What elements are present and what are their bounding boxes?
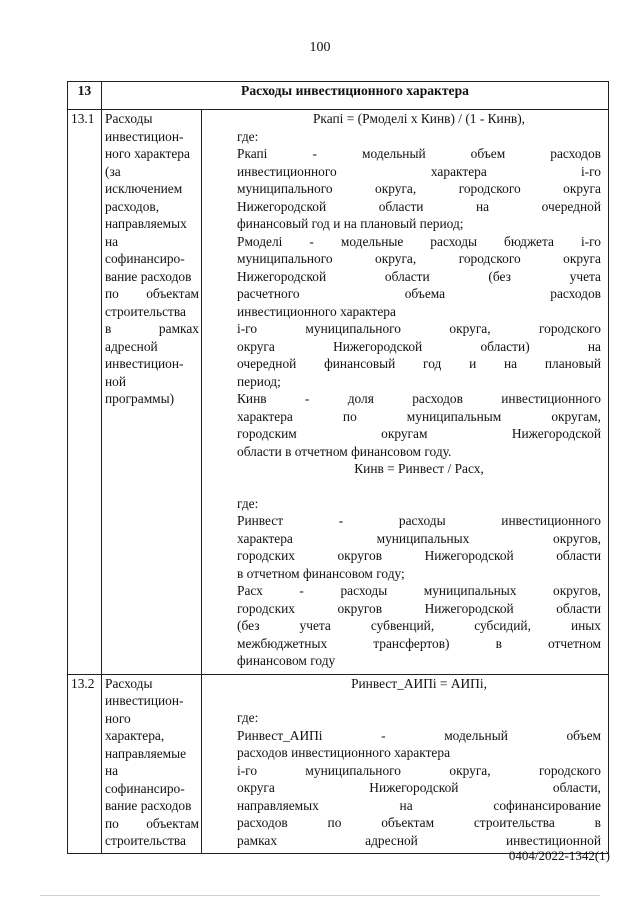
name-line: расходов,: [105, 198, 160, 214]
body-line: инвестиционного характера i-го: [237, 163, 601, 179]
body-line: где:: [237, 128, 259, 144]
body-line: расходов инвестиционного характера: [237, 745, 451, 760]
page-number: 100: [309, 40, 331, 55]
body-line: межбюджетных трансфертов) в отчетном: [237, 635, 601, 651]
name-line: ной: [105, 373, 127, 389]
body-line: период;: [237, 373, 281, 389]
name-line: адресной: [105, 338, 158, 354]
section-title: Расходы инвестиционного характера: [102, 82, 609, 110]
body-line: расходов по объектам строительства в: [237, 815, 601, 830]
body-line: направляемых на софинансирование: [237, 797, 601, 813]
name-line: Расходы: [105, 111, 153, 126]
body-line: где:: [237, 710, 259, 725]
name-line: ного: [105, 710, 131, 726]
body-line: Расх - расходы муниципальных округов,: [237, 583, 601, 598]
body-line: Рмоделi - модельные расходы бюджета i-го: [237, 233, 601, 249]
expense-name-cell: [102, 674, 202, 854]
body-line: Кинв - доля расходов инвестиционного: [237, 391, 601, 406]
formula-description-cell: [202, 674, 609, 854]
name-line: в рамках: [105, 321, 199, 336]
name-line: софинансиро-: [105, 780, 185, 796]
body-line: характера муниципальных округов,: [237, 530, 601, 546]
table-row: [68, 110, 609, 675]
table-row: [68, 674, 609, 854]
formula-line: Ркапi = (Рмоделi x Кинв) / (1 - Кинв),: [312, 111, 526, 126]
body-line: финансовом году: [237, 653, 336, 668]
body-line: Ркапi - модельный объем расходов: [237, 146, 601, 161]
body-line: муниципального округа, городского округа: [237, 251, 601, 266]
row-number: 13.1: [68, 110, 102, 675]
body-line: i-го муниципального округа, городского: [237, 321, 601, 336]
body-line: Ринвест_АИПi - модельный объем: [237, 727, 601, 743]
body-line: Ринвест - расходы инвестиционного: [237, 513, 601, 528]
name-line: инвестицион-: [105, 356, 184, 371]
body-line: характера по муниципальным округам,: [237, 408, 601, 424]
scan-edge-line: [40, 895, 600, 896]
name-line: на: [105, 763, 119, 778]
body-line: Нижегородской области (без учета: [237, 268, 601, 284]
name-line: инвестицион-: [105, 693, 184, 708]
body-line: где:: [237, 495, 259, 511]
body-line: городским округам Нижегородской: [237, 426, 601, 441]
body-line: финансовый год и на плановый период;: [237, 216, 464, 231]
name-line: вание расходов: [105, 268, 192, 284]
row-number: 13.2: [68, 674, 102, 854]
body-line: Нижегородской области на очередной: [237, 198, 601, 214]
body-line: i-го муниципального округа, городского: [237, 762, 601, 778]
body-line: округа Нижегородской области,: [237, 780, 601, 795]
name-line: характера,: [105, 728, 165, 743]
name-line: ного характера: [105, 146, 190, 161]
expense-name-cell: [102, 110, 202, 675]
formula-line: Кинв = Ринвест / Расх,: [354, 461, 484, 476]
body-line: инвестиционного характера: [237, 303, 396, 319]
name-line: по объектам: [105, 286, 199, 301]
name-line: на: [105, 233, 119, 249]
name-line: Расходы: [105, 675, 153, 691]
section-number: 13: [68, 82, 102, 110]
name-line: (за: [105, 163, 121, 179]
name-line: по объектам: [105, 815, 199, 831]
name-line: строительства: [105, 833, 186, 848]
body-line: расчетного объема расходов: [237, 286, 601, 301]
name-line: направляемые: [105, 745, 187, 761]
body-line: городских округов Нижегородской области: [237, 548, 601, 563]
formula-description-cell: [202, 110, 609, 675]
body-line: области в отчетном финансовом году.: [237, 443, 452, 459]
regulation-table: [67, 81, 609, 854]
name-line: строительства: [105, 303, 186, 319]
name-line: вание расходов: [105, 798, 192, 813]
name-line: софинансиро-: [105, 251, 185, 266]
blank-line: [237, 692, 601, 709]
body-line: муниципального округа, городского округа: [237, 181, 601, 196]
body-line: рамках адресной инвестиционной: [237, 832, 601, 848]
body-line: очередной финансовый год и на плановый: [237, 356, 601, 371]
name-line: направляемых: [105, 216, 187, 231]
body-line: городских округов Нижегородской области: [237, 600, 601, 616]
body-line: в отчетном финансовом году;: [237, 565, 405, 581]
formula-line: Ринвест_АИПi = АИПi,: [351, 675, 487, 691]
name-line: инвестицион-: [105, 128, 184, 144]
name-line: программы): [105, 391, 175, 406]
section-header-row: [68, 82, 609, 110]
blank-line: [237, 478, 601, 495]
body-line: (без учета субвенций, субсидий, иных: [237, 618, 601, 633]
name-line: исключением: [105, 181, 183, 196]
document-code: 0404/2022-1342(1): [508, 848, 610, 863]
body-line: округа Нижегородской области) на: [237, 338, 601, 354]
